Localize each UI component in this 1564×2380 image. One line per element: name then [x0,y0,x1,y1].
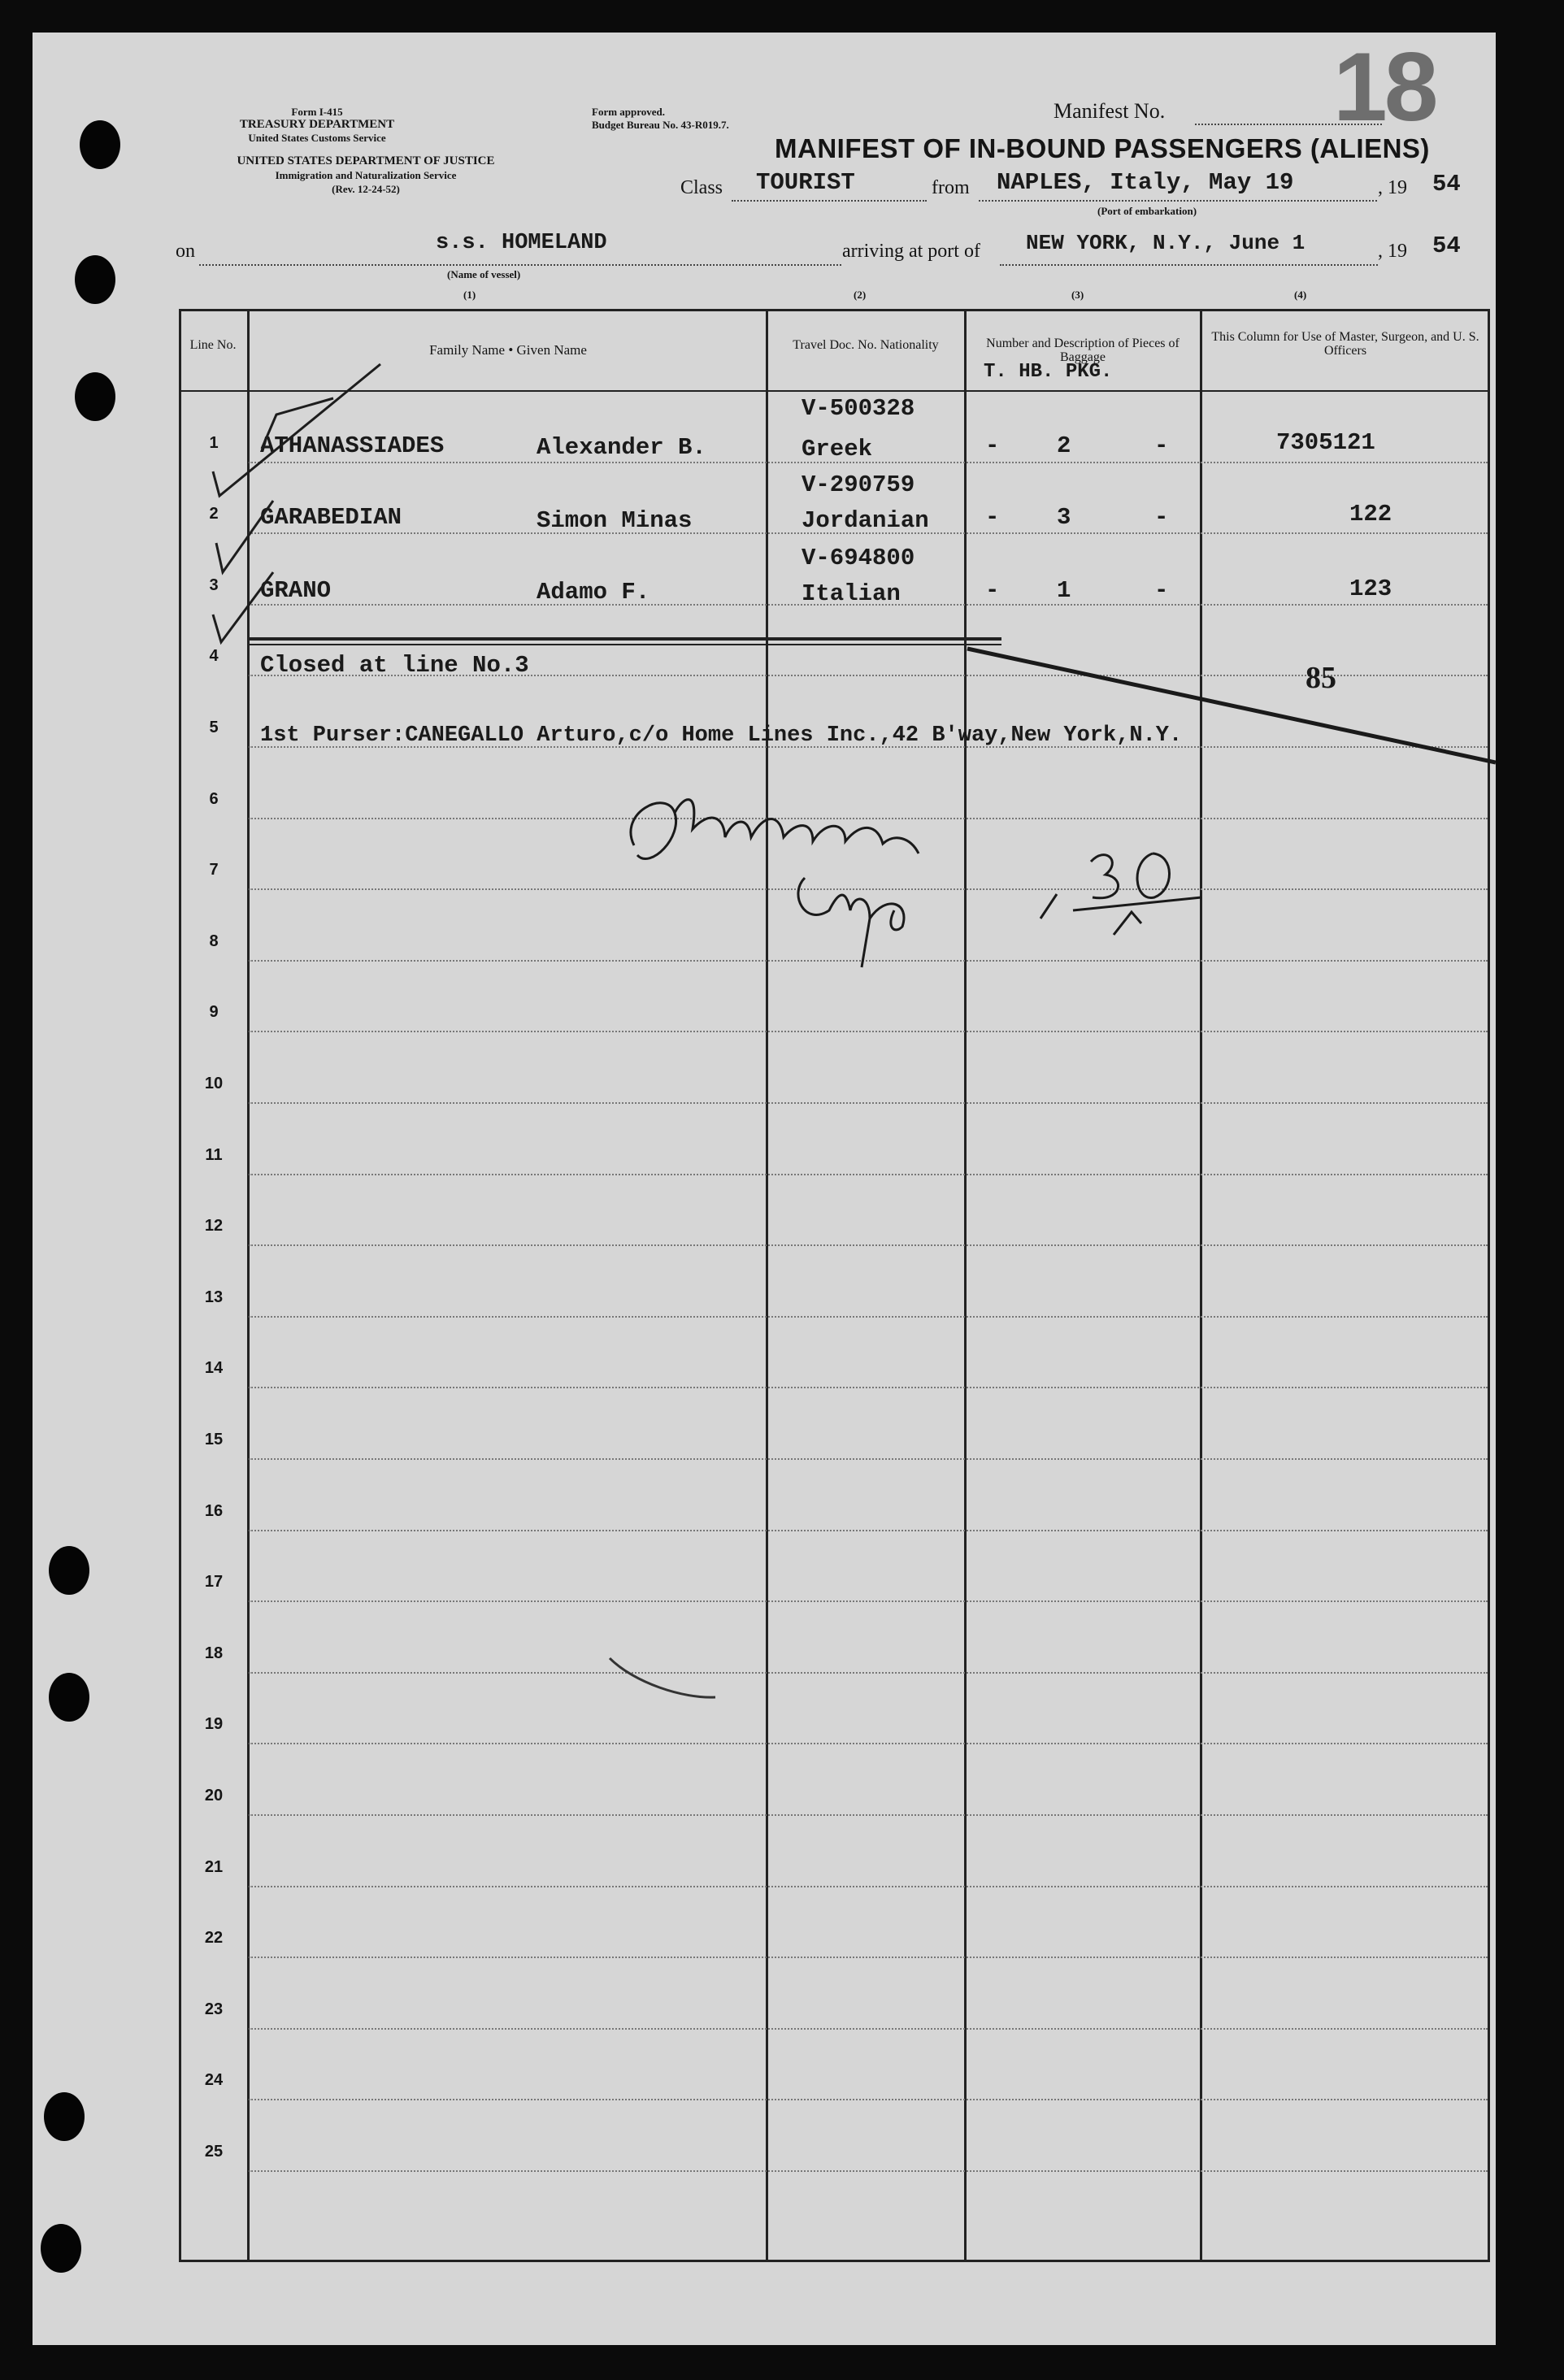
col-num-3: (3) [1071,289,1084,301]
pen-stroke [610,1658,715,1697]
header-travel-doc: Travel Doc. No. Nationality [793,338,939,352]
header-line-no: Line No. [189,338,237,352]
manifest-number-stamp: 18 [1333,33,1436,141]
line-number: 9 [209,1003,219,1022]
form-number: Form I-415 [291,106,343,118]
check-mark [216,501,273,572]
line-number: 16 [204,1501,224,1520]
line-number: 1 [209,433,219,452]
line-number: 13 [204,1288,224,1306]
baggage-t: - [985,577,1000,604]
year-prefix: , 19 [1378,177,1407,198]
line-number: 14 [204,1359,224,1378]
col-num-2: (2) [854,289,867,301]
arrival-year-value: 54 [1432,232,1461,259]
col-num-4: (4) [1294,289,1307,301]
page-title: MANIFEST OF IN-BOUND PASSENGERS (ALIENS) [775,133,1430,163]
baggage-pkg: - [1154,504,1169,531]
header-name: Family Name • Given Name [429,342,587,358]
line-number: 5 [209,719,219,736]
baggage-pkg: - [1154,577,1169,604]
on-label: on [176,241,195,262]
passenger-family-name: GARABEDIAN [260,504,402,531]
ins-service: Immigration and Naturalization Service [275,169,457,181]
line-number: 6 [209,789,219,808]
officer-entry: 7305121 [1276,429,1375,456]
line-number: 21 [204,1857,224,1876]
customs-service: United States Customs Service [248,132,386,144]
header-officer: This Column for Use of Master, Surgeon, and U. S. Officers [1211,330,1479,358]
line-number: 25 [204,2143,224,2161]
line-number: 4 [209,647,219,666]
passenger-doc-number: V-500328 [802,395,915,422]
passenger-given-name: Simon Minas [537,507,693,534]
header-baggage: Number and Description of Pieces of Baggage [986,337,1180,364]
line-number: 10 [204,1075,224,1092]
passenger-family-name: ATHANASSIADES [260,432,445,459]
check-marks [213,364,380,642]
closing-diagonal-line [967,649,1496,762]
handwriting-overlay [33,33,1496,2345]
form-approved: Form approved. [592,106,666,118]
manifest-page [33,33,1496,2345]
passenger-nationality: Italian [802,580,901,607]
class-value: TOURIST [756,169,855,196]
passenger-doc-number: V-694800 [802,545,915,571]
baggage-t: - [985,504,1000,531]
line-number: 7 [209,861,219,879]
line-number: 11 [205,1145,223,1164]
closed-count: 85 [1306,661,1336,695]
handwritten-fraction [1040,853,1201,935]
from-label: from [932,177,970,198]
form-revision: (Rev. 12-24-52) [332,183,400,195]
inspector-signature [631,800,919,967]
passenger-family-name: GRANO [260,577,332,604]
baggage-hb: 3 [1057,504,1071,531]
vessel-name: s.s. HOMELAND [436,231,607,255]
from-value: NAPLES, Italy, May 19 [997,169,1294,196]
justice-dept: UNITED STATES DEPARTMENT OF JUSTICE [237,154,495,167]
baggage-pkg: - [1154,432,1169,459]
budget-bureau: Budget Bureau No. 43-R019.7. [592,119,729,131]
line-number: 24 [204,2071,224,2090]
arriving-label: arriving at port of [842,241,980,262]
col-num-1: (1) [463,289,476,301]
line-number: 23 [204,2000,224,2018]
manifest-no-label: Manifest No. [1054,99,1166,123]
line-number: 17 [204,1573,224,1592]
baggage-hb: 1 [1057,577,1071,604]
line-number: 8 [209,932,219,950]
line-number: 12 [204,1217,224,1236]
baggage-t: - [985,432,1000,459]
line-number: 2 [209,505,219,523]
line-number: 19 [204,1715,224,1734]
arrival-year-prefix: , 19 [1378,241,1407,262]
embarkation-caption: (Port of embarkation) [1097,205,1197,217]
passenger-given-name: Alexander B. [537,434,706,461]
header-baggage-sub: T. HB. PKG. [984,361,1113,383]
line-number: 18 [204,1644,224,1662]
line-number: 15 [204,1431,224,1448]
passenger-nationality: Jordanian [802,507,929,534]
check-mark [213,572,273,642]
vessel-caption: (Name of vessel) [447,268,521,280]
purser-note: 1st Purser:CANEGALLO Arturo,c/o Home Lines Inc.,42 B'way,New York,N.Y. [260,723,1183,748]
line-number: 22 [204,1929,224,1948]
year-value: 54 [1432,171,1461,198]
passenger-doc-number: V-290759 [802,471,915,498]
closed-note: Closed at line No.3 [260,652,529,679]
passenger-nationality: Greek [802,436,873,463]
check-mark [213,364,380,496]
line-number: 3 [209,575,219,594]
officer-entry: 123 [1349,575,1392,602]
class-label: Class [680,177,723,198]
passenger-given-name: Adamo F. [537,579,650,606]
arrival-value: NEW YORK, N.Y., June 1 [1026,231,1306,255]
baggage-hb: 2 [1057,432,1071,459]
line-number: 20 [204,1787,224,1805]
check-mark [262,398,333,449]
officer-entry: 122 [1349,501,1392,528]
treasury-dept: TREASURY DEPARTMENT [239,118,395,131]
